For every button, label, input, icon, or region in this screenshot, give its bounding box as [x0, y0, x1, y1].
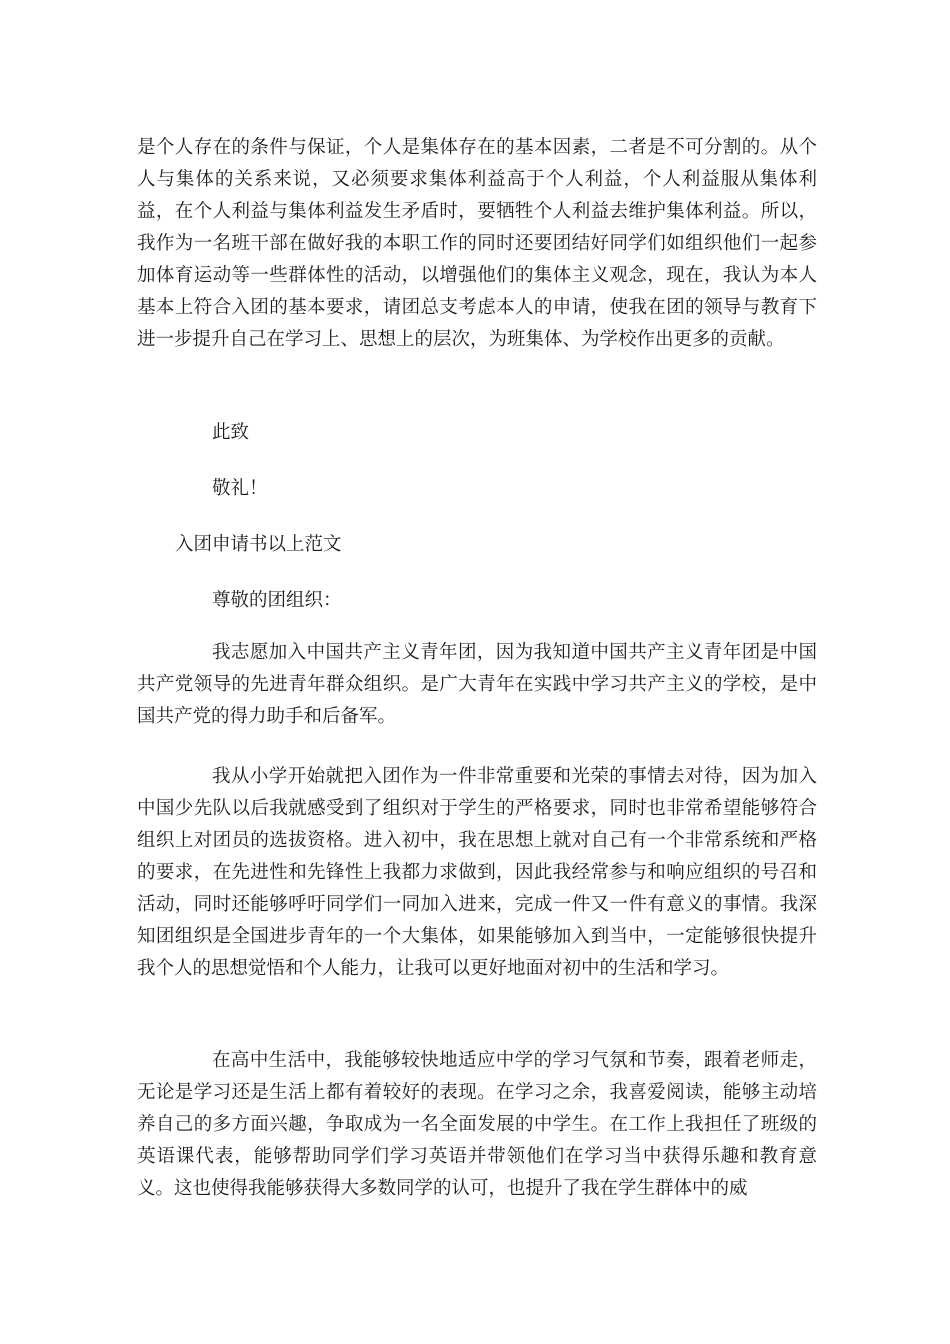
closing-cizhi: 此致 — [212, 422, 250, 443]
paragraph-high-school: 在高中生活中，我能够较快地适应中学的学习气氛和节奏，跟着老师走，无论是学习还是生活上都有着较好的表现。在学习之余，我喜爱阅读，能够主动培养自己的多方面兴趣，争取成为一名全面发展的中学生。在工作上我担任了班级的英语课代表，能够帮助同学们学习英语并带领他们在学习当中获得乐趣和教育意义。这也使得我能够获得大多数同学的认可，也提升了我在学生群体中的威 — [137, 1050, 817, 1199]
paragraph-intro: 我志愿加入中国共产主义青年团，因为我知道中国共产主义青年团是中国共产党领导的先进青年群众组织。是广大青年在实践中学习共产主义的学校，是中国共产党的得力助手和后备军。 — [137, 642, 817, 727]
closing-jingli: 敬礼！ — [212, 478, 268, 499]
salutation: 尊敬的团组织： — [212, 590, 342, 611]
paragraph-middle-school: 我从小学开始就把入团作为一件非常重要和光荣的事情去对待，因为加入中国少先队以后我就感受到了组织对于学生的严格要求，同时也非常希望能够符合组织上对团员的选拔资格。进入初中，我在思想上就对自己有一个非常系统和严格的要求，在先进性和先锋性上我都力求做到，因此我经常参与和响应组织的号召和活动，同时还能够呼吁同学们一同加入进来，完成一件又一件有意义的事情。我深知团组织是全国进步青年的一个大集体，如果能够加入到当中，一定能够很快提升我个人的思想觉悟和个人能力，让我可以更好地面对初中的生活和学习。 — [137, 766, 817, 979]
section-title: 入团申请书以上范文 — [175, 534, 342, 555]
paragraph-continued: 是个人存在的条件与保证，个人是集体存在的基本因素，二者是不可分割的。从个人与集体的关系来说，又必须要求集体利益高于个人利益，个人利益服从集体利益，在个人利益与集体利益发生矛盾时，要牺牲个人利益去维护集体利益。所以，我作为一名班干部在做好我的本职工作的同时还要团结好同学们如组织他们一起参加体育运动等一些群体性的活动，以增强他们的集体主义观念，现在，我认为本人基本上符合入团的基本要求，请团总支考虑本人的申请，使我在团的领导与教育下进一步提升自己在学习上、思想上的层次，为班集体、为学校作出更多的贡献。 — [137, 137, 817, 350]
